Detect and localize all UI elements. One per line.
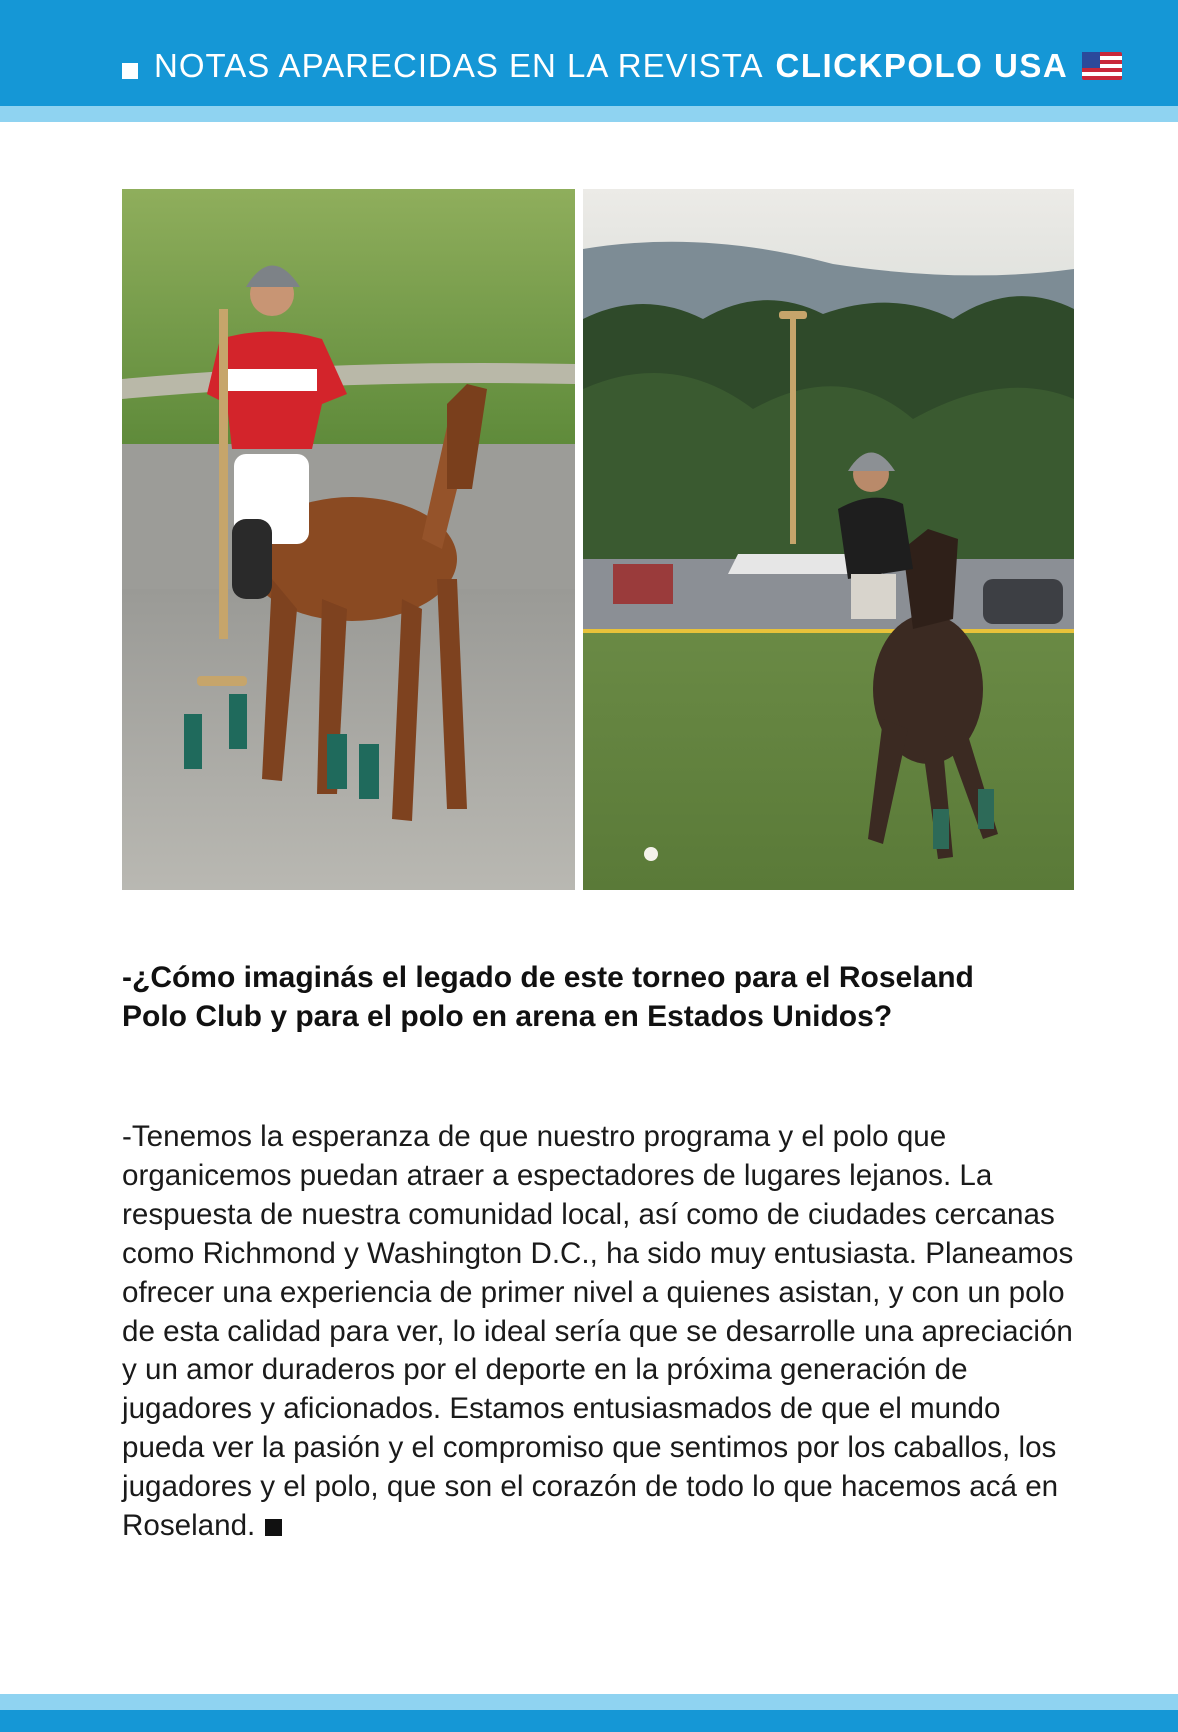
square-bullet-icon (122, 63, 138, 79)
footer-stripe (0, 1694, 1178, 1710)
end-of-article-icon (265, 1519, 282, 1536)
article-answer (122, 1118, 1082, 1546)
article-question: -¿Cómo imaginás el legado de este torneo para el Roseland Polo Club y para el polo en arena en Estados Unidos? (122, 961, 974, 1033)
footer-bar (0, 1710, 1178, 1732)
article-answer-text: -Tenemos la esperanza de que nuestro programa y el polo que organicemos puedan atraer a espectadores de lugares lejanos. La respuesta de nuestra comunidad local, así como de ciudades cercanas como Richmond y Washington D.C., ha sido muy entusiasta. Planeamos ofrecer una experiencia de primer nivel a quienes asistan, y con un polo de esta calidad para ver, lo ideal sería que se desarrolle una apreciación y un amor duraderos por el deporte en la próxima generación de jugadores y aficionados. Estamos entusiasmados de que el mundo pueda ver la pasión y el compromiso que sentimos por los caballos, los jugadores y el polo, que son el corazón de todo lo que hacemos acá en Roseland. (122, 1120, 1074, 1543)
header-brand: CLICKPOLO USA (775, 47, 1069, 84)
photo-polo-player-black-shirt (583, 189, 1074, 890)
photo-polo-player-red-shirt (122, 189, 575, 890)
header-stripe (0, 106, 1178, 122)
header-prefix: NOTAS APARECIDAS EN LA REVISTA (154, 47, 764, 84)
us-flag-icon (1082, 52, 1122, 80)
header-title (122, 46, 1122, 86)
